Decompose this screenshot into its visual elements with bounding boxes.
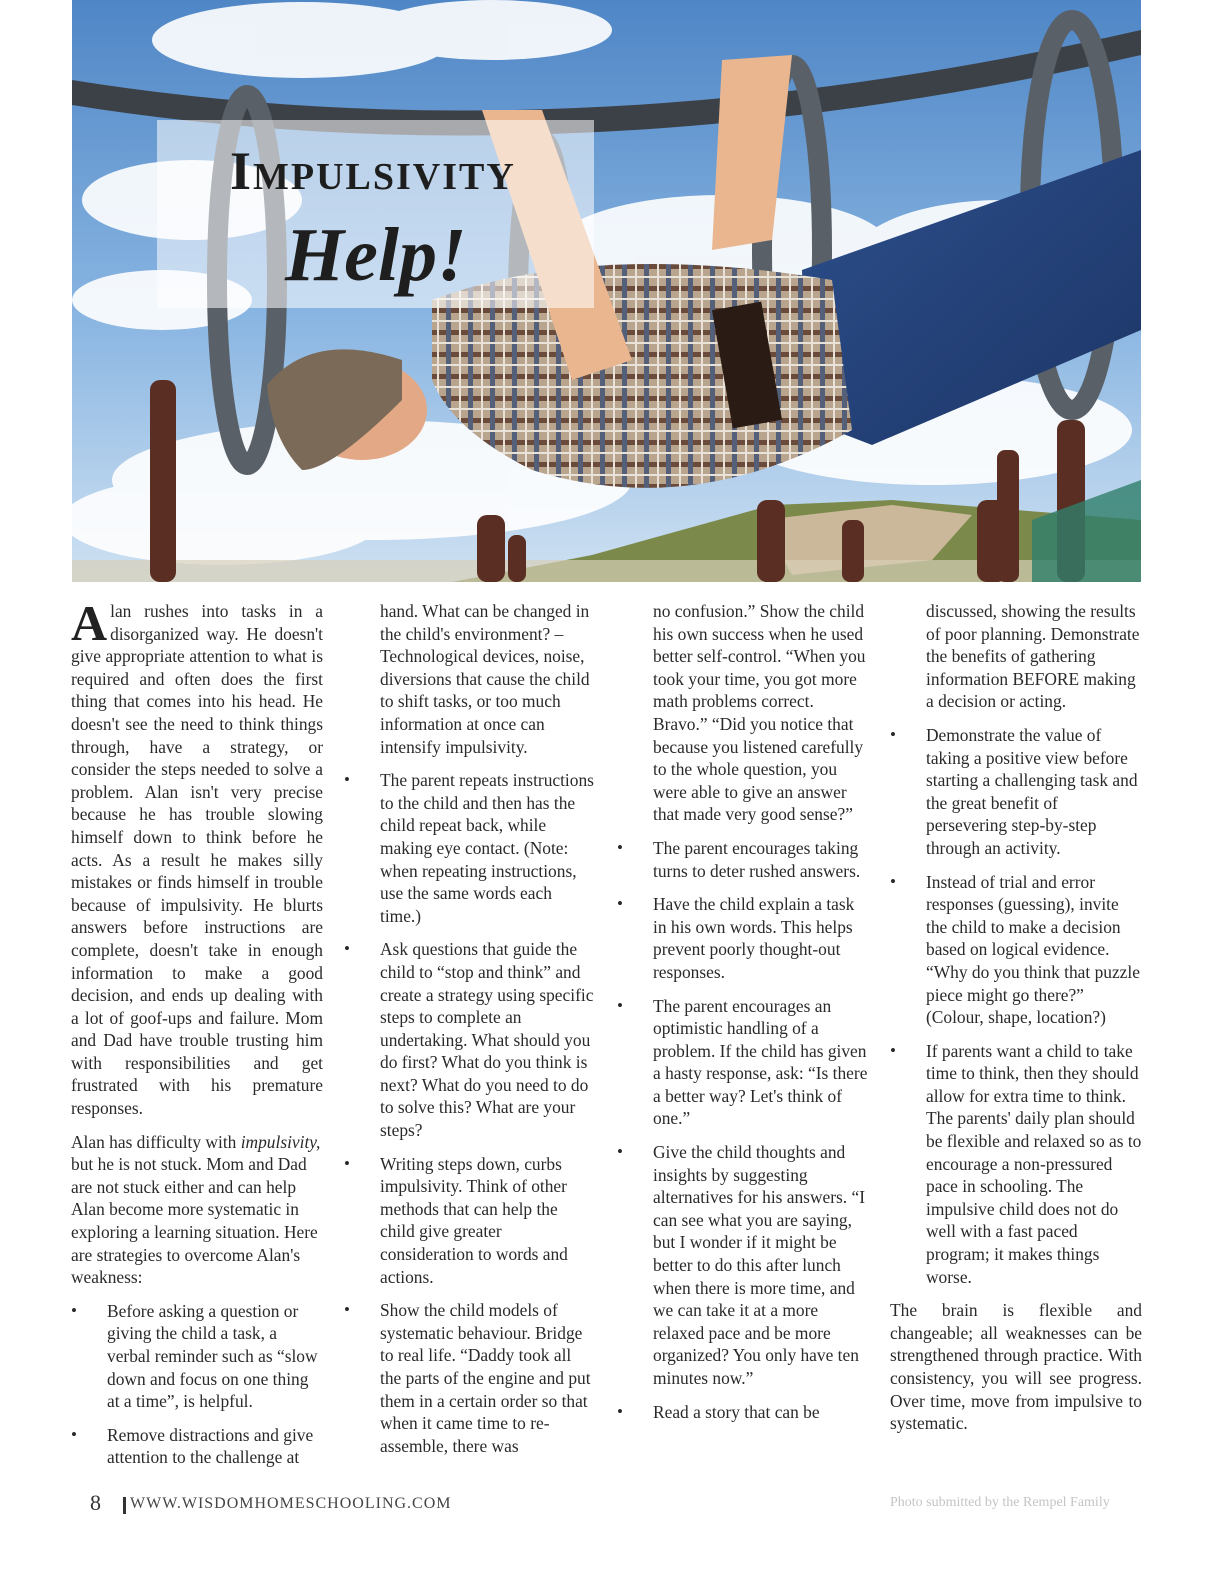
bullet-icon: • bbox=[890, 871, 896, 891]
drop-cap: A bbox=[71, 595, 108, 651]
continued-text: discussed, showing the results of poor planning. Demonstrate the benefits of gathering information BEFORE making a decision or acting. bbox=[926, 601, 1140, 712]
intro-text: lan rushes into tasks in a disorganized way. He doesn't give appropriate attention to what is required and often does the first thing that comes into his head. He doesn't see the need to think things through, have a strategy, or consider the steps needed to solve a problem. Alan isn't very precise because he has trouble slowing himself down to think before he acts. As a result he makes silly mistakes or finds himself in trouble because of impulsivity. He blurts answers before instructions are complete, doesn't take in enough information to make a good decision, and ends up dealing with a lot of goof-ups and failure. Mom and Dad have trouble trusting him with responsibilities and get frustrated with his premature responses. bbox=[71, 601, 323, 1119]
list-item: • The parent repeats instructions to the child and then has the child repeat back, while making eye contact. (Note: when repeating instructions, use the same words each time.) bbox=[344, 770, 594, 926]
bullet-icon: • bbox=[617, 1142, 623, 1162]
strategy-list bbox=[890, 724, 1142, 1288]
photo-credit: Photo submitted by the Rempel Family bbox=[890, 1495, 1110, 1510]
strategy-list bbox=[344, 769, 596, 1457]
continued-text: hand. What can be changed in the child's environment? – Technological devices, noise, diversions that cause the child to shift tasks, or too much information at once can intensify impulsivity. bbox=[380, 601, 590, 757]
footer-divider bbox=[123, 1497, 126, 1514]
list-item: • Remove distractions and give attention to the challenge at bbox=[71, 1424, 314, 1468]
page-number: 8 bbox=[90, 1490, 101, 1515]
list-item: • Demonstrate the value of taking a positive view before starting a challenging task and the great benefit of persevering step-by-step through an activity. bbox=[890, 724, 1138, 858]
list-item: • The parent encourages an optimistic handling of a problem. If the child has given a hasty response, ask: “Is there a better way? Let's think of one.” bbox=[617, 995, 868, 1129]
list-item: • Writing steps down, curbs impulsivity. Think of other methods that can help the child give greater consideration to words and actions. bbox=[344, 1153, 568, 1287]
page-subtitle: Help! bbox=[285, 213, 467, 297]
website-link[interactable]: WWW.WISDOMHOMESCHOOLING.COM bbox=[130, 1495, 452, 1512]
continued-text: no confusion.” Show the child his own success when he used better self-control. “When you took your time, you got more math problems correct. Bravo.” “Did you notice that because you listened carefully to the whole question, you were able to give an answer that made very good sense?” bbox=[653, 601, 866, 825]
bullet-icon: • bbox=[617, 995, 623, 1015]
list-item: • Have the child explain a task in his own words. This helps prevent poorly thought-out responses. bbox=[617, 894, 855, 982]
list-item: • The parent encourages taking turns to deter rushed answers. bbox=[617, 837, 861, 881]
column-3 bbox=[617, 600, 869, 1434]
bullet-icon: • bbox=[71, 1300, 77, 1320]
list-item: • Read a story that can be bbox=[617, 1401, 820, 1422]
bullet-icon: • bbox=[344, 1153, 350, 1173]
column-1 bbox=[71, 595, 323, 1480]
emphasis-impulsivity: impulsivity, bbox=[240, 1131, 321, 1152]
second-paragraph: Alan has difficulty with impulsivity, but he is not stuck. Mom and Dad are not stuck either and can help Alan become more systematic in exploring a learning situation. Here are strategies to overcome Alan's weakness: bbox=[71, 1131, 321, 1288]
list-item: • Ask questions that guide the child to “stop and think” and create a strategy using specific steps to complete an undertaking. What should you do first? What do you think is next? What do you need to do to solve this? What are your steps? bbox=[344, 939, 594, 1141]
bullet-icon: • bbox=[890, 724, 896, 744]
bullet-icon: • bbox=[344, 939, 350, 959]
bullet-icon: • bbox=[344, 770, 350, 790]
bullet-icon: • bbox=[71, 1424, 77, 1444]
list-item: • Give the child thoughts and insights by suggesting alternatives for his answers. “I can see what you are saying, but I wonder if it might be better to do this after lunch when there is more time, and we can take it at a more relaxed pace and be more organized? You only have ten minutes now.” bbox=[617, 1142, 865, 1388]
bullet-icon: • bbox=[344, 1300, 350, 1320]
bullet-icon: • bbox=[890, 1040, 896, 1060]
bullet-icon: • bbox=[617, 894, 623, 914]
strategy-list bbox=[617, 837, 869, 1423]
bullet-icon: • bbox=[617, 837, 623, 857]
column-2 bbox=[344, 600, 596, 1468]
intro-paragraph bbox=[71, 595, 323, 1120]
strategy-list bbox=[71, 1300, 323, 1469]
page-title: Impulsivity bbox=[230, 141, 516, 201]
list-item: • If parents want a child to take time to think, then they should allow for extra time to think. The parents' daily plan should be flexible and relaxed so as to encourage a non-pressured pace in schooling. The impulsive child does not do well with a fast paced program; it makes things worse. bbox=[890, 1040, 1142, 1287]
list-item: • Instead of trial and error responses (guessing), invite the child to make a decision based on logical evidence. “Why do you think that puzzle piece might go there?” (Colour, shape, location?) bbox=[890, 871, 1140, 1028]
column-4 bbox=[890, 600, 1142, 1446]
bullet-icon: • bbox=[617, 1401, 623, 1421]
list-item: • Show the child models of systematic behaviour. Bridge to real life. “Daddy took all the parts of the engine and put them in a certain order so that when it came time to re-assemble, there was bbox=[344, 1300, 591, 1456]
list-item: • Before asking a question or giving the child a task, a verbal reminder such as “slow down and focus on one thing at a time”, is helpful. bbox=[71, 1300, 318, 1412]
closing-paragraph: The brain is flexible and changeable; all weaknesses can be strengthened through practice. With consistency, you will see progress. Over time, move from impulsive to systematic. bbox=[890, 1300, 1142, 1434]
